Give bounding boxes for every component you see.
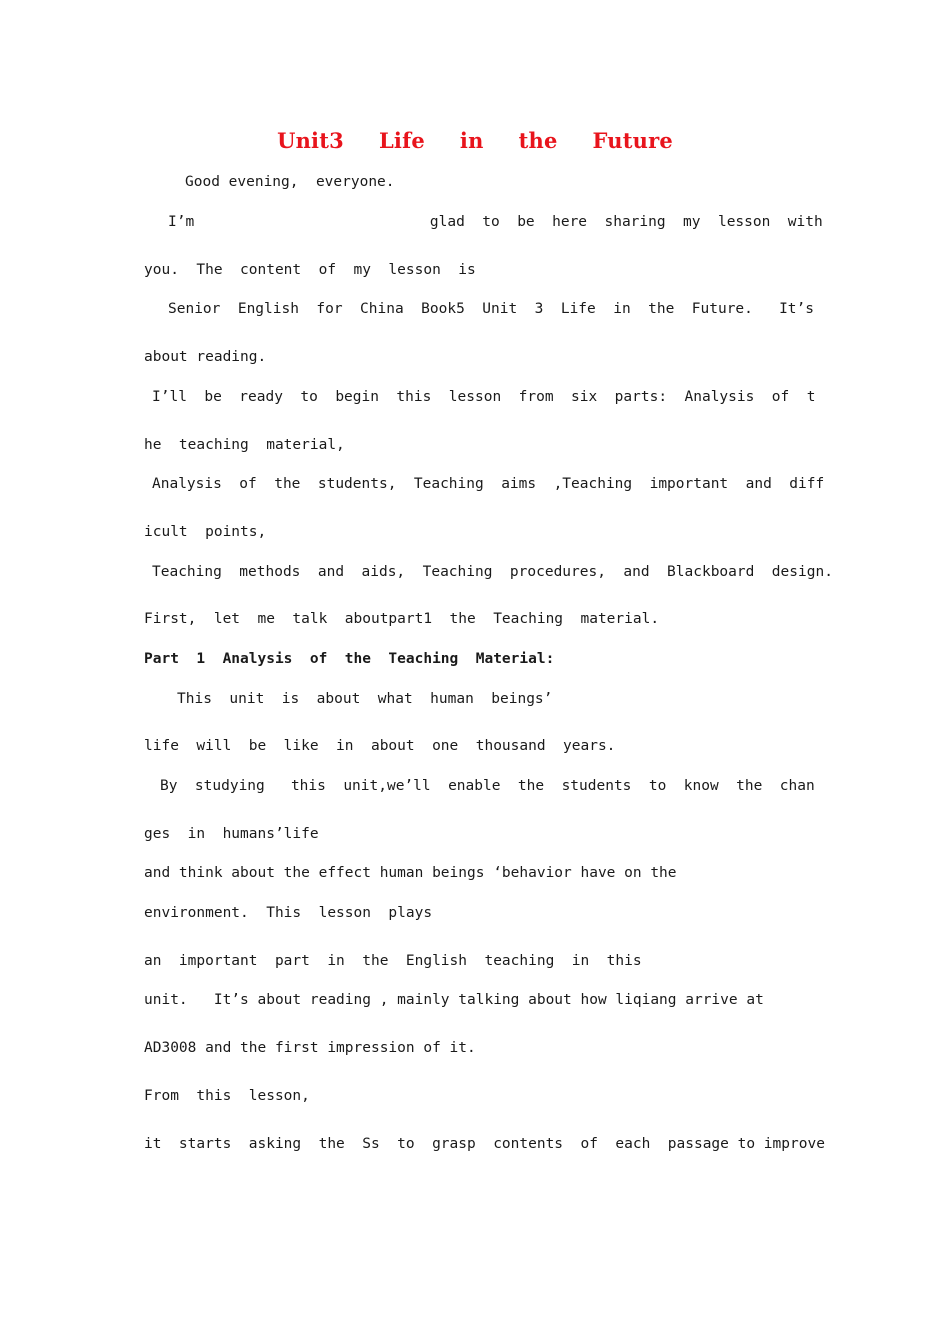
paragraph-line-2: I’m glad to be here sharing my lesson with <box>168 214 823 230</box>
paragraph-line-7: he teaching material, <box>144 437 345 453</box>
paragraph-line-11: First, let me talk aboutpart1 the Teaching material. <box>144 611 660 627</box>
paragraph-line-20: AD3008 and the first impression of it. <box>144 1040 476 1056</box>
document-title: Unit3 Life in the Future <box>277 128 673 153</box>
paragraph-line-3: you. The content of my lesson is <box>144 262 476 278</box>
paragraph-line-19: unit. It’s about reading , mainly talking about how liqiang arrive at <box>144 992 764 1008</box>
paragraph-line-18: an important part in the English teaching in this <box>144 953 642 969</box>
paragraph-line-6: I’ll be ready to begin this lesson from six parts: Analysis of t <box>152 389 816 405</box>
paragraph-line-16: and think about the effect human beings ‘behavior have on the <box>144 865 677 881</box>
paragraph-line-15: ges in humans’life <box>144 826 319 842</box>
paragraph-line-14: By studying this unit,we’ll enable the students to know the chan <box>160 778 815 794</box>
paragraph-line-1: Good evening, everyone. <box>185 174 395 190</box>
paragraph-line-4: Senior English for China Book5 Unit 3 Life in the Future. It’s <box>168 301 815 317</box>
paragraph-line-8: Analysis of the students, Teaching aims ,Teaching important and diff <box>152 476 825 492</box>
paragraph-line-9: icult points, <box>144 524 267 540</box>
paragraph-line-12: This unit is about what human beings’ <box>177 691 553 707</box>
paragraph-line-10: Teaching methods and aids, Teaching procedures, and Blackboard design. <box>152 564 833 580</box>
paragraph-line-21: From this lesson, <box>144 1088 310 1104</box>
paragraph-line-13: life will be like in about one thousand years. <box>144 738 616 754</box>
paragraph-line-22: it starts asking the Ss to grasp contents of each passage to improve <box>144 1136 825 1152</box>
paragraph-line-17: environment. This lesson plays <box>144 905 433 921</box>
paragraph-line-5: about reading. <box>144 349 267 365</box>
section-heading: Part 1 Analysis of the Teaching Material: <box>144 651 555 667</box>
